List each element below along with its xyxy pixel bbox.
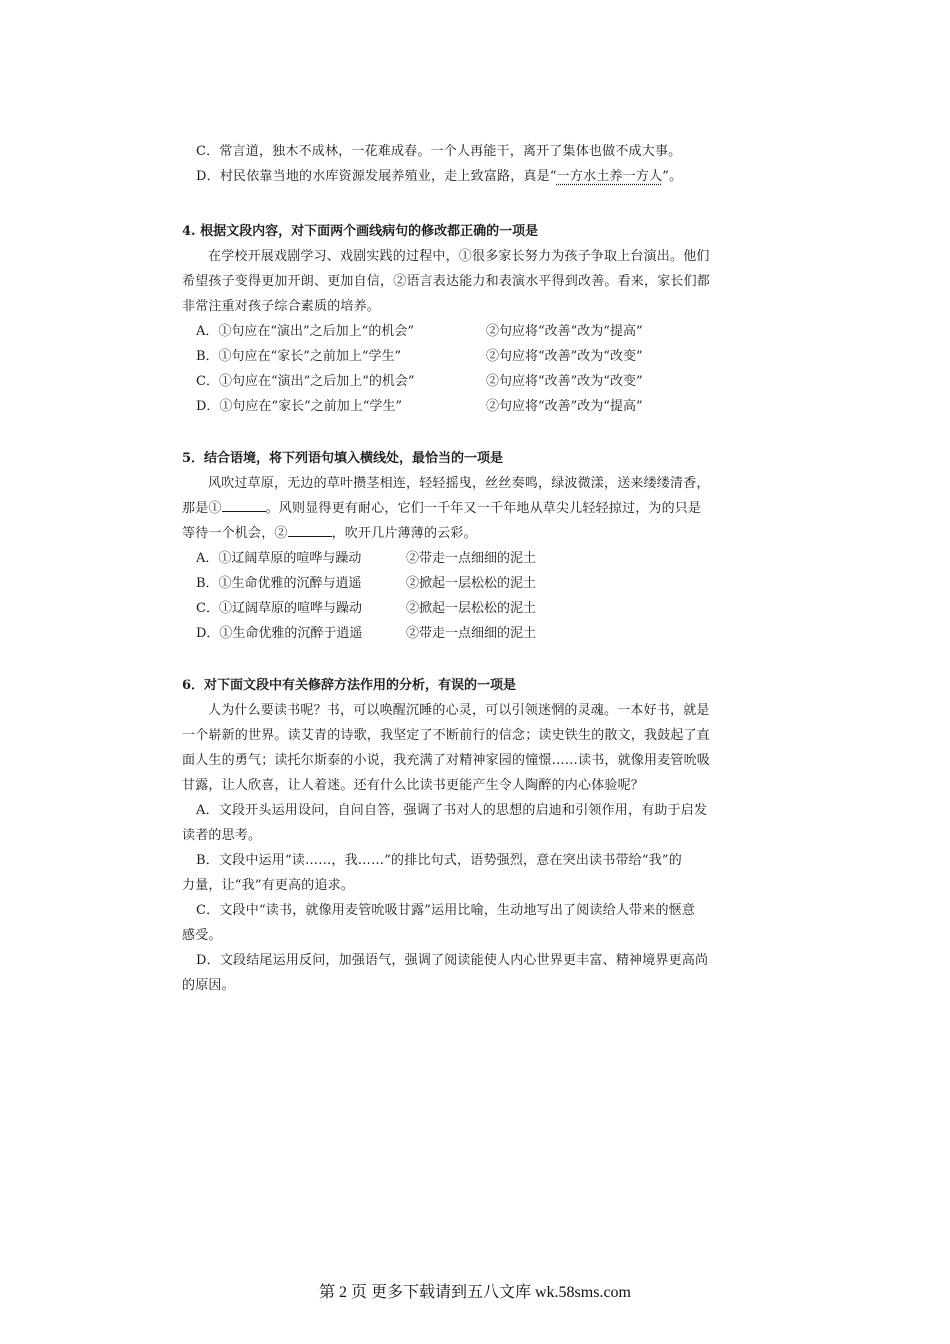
q4-option-a xyxy=(182,319,747,344)
q5-option-c-part1: C．①辽阔草原的喧哗与躁动 xyxy=(196,601,362,616)
q6-option-c-cont: 感受。 xyxy=(182,928,222,943)
q5-blank-2 xyxy=(288,522,332,537)
q5-passage-line xyxy=(182,496,747,521)
q4-option-d xyxy=(182,394,747,419)
q3-option-c: C．常言道，独木不成林，一花难成春。一个人再能干，离开了集体也做不成大事。 xyxy=(196,144,682,159)
question-6 xyxy=(182,673,747,998)
q5-option-a-part2: ②带走一点细细的泥土 xyxy=(406,551,537,566)
q6-option-a-cont: 读者的思考。 xyxy=(182,828,262,843)
q4-passage-line: 在学校开展戏剧学习、戏剧实践的过程中，①很多家长努力为孩子争取上台演出。他们 xyxy=(208,249,710,264)
q4-option-d-part2: ②句应将“改善”改为“提高” xyxy=(486,399,643,414)
q6-option-b: B．文段中运用“读……，我……”的排比句式，语势强烈，意在突出读书带给“我”的 xyxy=(196,853,682,868)
q4-option-c-part1: C．①句应在“演出”之后加上“的机会” xyxy=(196,374,415,389)
q4-passage-line: 希望孩子变得更加开朗、更加自信，②语言表达能力和表演水平得到改善。看来，家长们都 xyxy=(182,274,711,289)
q5-line3-post: ，吹开几片薄薄的云彩。 xyxy=(331,526,477,541)
q4-passage-line: 非常注重对孩子综合素质的培养。 xyxy=(182,299,381,314)
q5-option-b xyxy=(182,571,747,596)
q5-line3-pre: 等待一个机会，② xyxy=(182,526,288,541)
q6-passage-line: 人为什么要读书呢？书，可以唤醒沉睡的心灵，可以引领迷惘的灵魂。一本好书，就是 xyxy=(208,703,710,718)
q4-option-a-part1: A．①句应在“演出”之后加上“的机会” xyxy=(196,324,414,339)
q4-option-c xyxy=(182,369,747,394)
q6-option-a: A．文段开头运用设问，自问自答，强调了书对人的思想的启迪和引领作用，有助于启发 xyxy=(196,803,708,818)
q4-option-c-part2: ②句应将“改善”改为“改变” xyxy=(486,374,643,389)
question-5 xyxy=(182,446,747,646)
q5-passage-line xyxy=(182,521,747,546)
q6-option-d: D．文段结尾运用反问，加强语气，强调了阅读能使人内心世界更丰富、精神境界更高尚 xyxy=(196,953,709,968)
q5-passage-line: 风吹过草原，无边的草叶攒茎相连，轻轻摇曳，丝丝奏鸣，绿波微漾，送来缕缕清香， xyxy=(208,476,710,491)
q5-option-b-part2: ②掀起一层松松的泥土 xyxy=(406,576,537,591)
q4-option-b-part2: ②句应将“改善”改为“改变” xyxy=(486,349,643,364)
q5-option-a xyxy=(182,546,747,571)
q6-passage-line: 面人生的勇气；读托尔斯泰的小说，我充满了对精神家园的憧憬……读书，就像用麦管吮吸 xyxy=(182,753,711,768)
page-footer: 第 2 页 更多下载请到五八文库 wk.58sms.com xyxy=(318,1284,631,1301)
q5-line2-pre: 那是① xyxy=(182,501,222,516)
q5-line2-post: 。风则显得更有耐心，它们一千年又一千年地从草尖儿轻轻掠过，为的只是 xyxy=(265,501,702,516)
q6-passage-line: 甘露，让人欣喜，让人着迷。还有什么比读书更能产生令人陶醉的内心体验呢？ xyxy=(182,778,645,793)
q6-option-c: C．文段中“读书，就像用麦管吮吸甘露”运用比喻，生动地写出了阅读给人带来的惬意 xyxy=(196,903,696,918)
q3-option-d xyxy=(182,164,747,189)
q4-option-b-part1: B．①句应在“家长”之前加上“学生” xyxy=(196,349,402,364)
q4-option-d-part1: D．①句应在“家长”之前加上“学生” xyxy=(196,399,403,414)
q3-option-d-dotted: 一方水土养一方人 xyxy=(556,169,663,184)
q5-option-d-part2: ②带走一点细细的泥土 xyxy=(406,626,537,641)
q4-option-a-part2: ②句应将“改善”改为“提高” xyxy=(486,324,643,339)
q5-option-d-part1: D．①生命优雅的沉醉于逍遥 xyxy=(196,626,363,641)
q6-passage-line: 一个崭新的世界。读艾青的诗歌，我坚定了不断前行的信念；读史铁生的散文，我鼓起了直 xyxy=(182,728,711,743)
q3-option-d-post: ”。 xyxy=(662,169,683,184)
q4-option-b xyxy=(182,344,747,369)
q5-blank-1 xyxy=(222,497,266,512)
question-3-options xyxy=(182,139,747,189)
q5-option-c-part2: ②掀起一层松松的泥土 xyxy=(406,601,537,616)
q5-option-c xyxy=(182,596,747,621)
q5-option-a-part1: A．①辽阔草原的喧哗与躁动 xyxy=(196,551,362,566)
q6-title: 6．对下面文段中有关修辞方法作用的分析，有误的一项是 xyxy=(182,678,517,693)
q6-option-b-cont: 力量，让“我”有更高的追求。 xyxy=(182,878,355,893)
q5-option-d xyxy=(182,621,747,646)
q4-title: 4. 根据文段内容，对下面两个画线病句的修改都正确的一项是 xyxy=(182,224,539,239)
q6-option-d-cont: 的原因。 xyxy=(182,978,235,993)
question-4 xyxy=(182,219,747,419)
q5-option-b-part1: B．①生命优雅的沉醉与逍遥 xyxy=(196,576,362,591)
q5-title: 5．结合语境，将下列语句填入横线处，最恰当的一项是 xyxy=(182,451,504,466)
q3-option-d-pre: D．村民依靠当地的水库资源发展养殖业，走上致富路，真是“ xyxy=(196,169,557,184)
